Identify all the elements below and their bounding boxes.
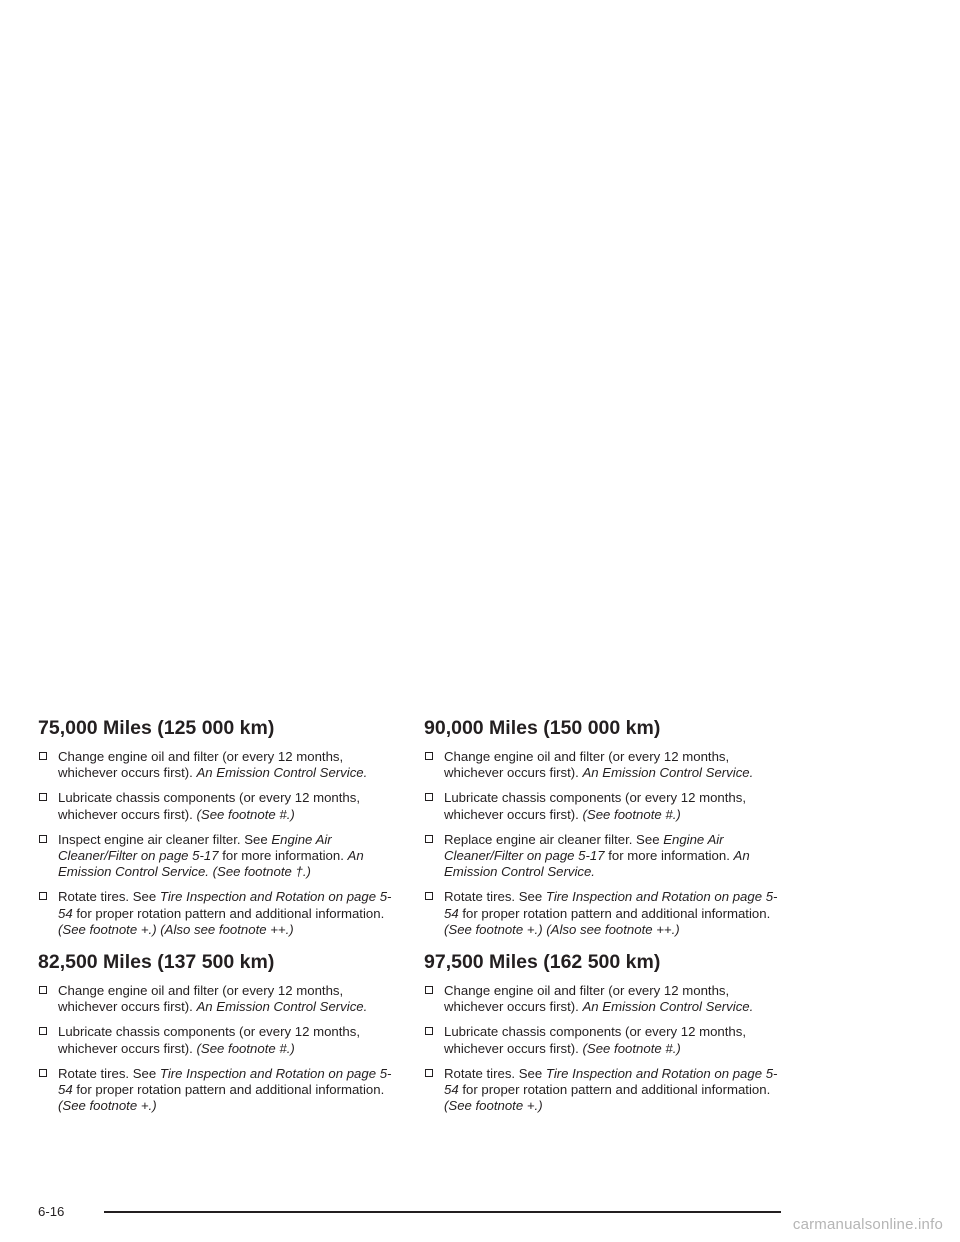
checkbox-icon [39,892,47,900]
list-item: Rotate tires. See Tire Inspection and Rotation on page 5-54 for proper rotation pattern and additional information. (See footnote +.) (Also see footnote ++.) [38,889,398,938]
maintenance-section-90000 [424,716,784,938]
checkbox-icon [425,892,433,900]
cross-reference-link: Tire Inspection and Rotation on page 5-54 [444,889,778,921]
checkbox-icon [39,793,47,801]
list-item: Lubricate chassis components (or every 12 months, whichever occurs first). (See footnote #.) [38,790,398,822]
list-item: Replace engine air cleaner filter. See Engine Air Cleaner/Filter on page 5-17 for more information. An Emission Control Service. [424,832,784,881]
cross-reference-link: Engine Air Cleaner/Filter on page 5-17 [444,831,724,864]
list-item: Change engine oil and filter (or every 12 months, whichever occurs first). An Emission Control Service. [38,983,398,1015]
page-number: 6-16 [38,1204,65,1219]
checkbox-icon [425,986,433,994]
checkbox-icon [39,835,47,843]
checkbox-icon [425,752,433,760]
list-item: Rotate tires. See Tire Inspection and Rotation on page 5-54 for proper rotation pattern and additional information. (See footnote +.) [424,1066,784,1115]
list-item: Lubricate chassis components (or every 12 months, whichever occurs first). (See footnote #.) [38,1024,398,1056]
list-item: Rotate tires. See Tire Inspection and Rotation on page 5-54 for proper rotation pattern and additional information. (See footnote +.) (Also see footnote ++.) [424,889,784,938]
list-item: Change engine oil and filter (or every 12 months, whichever occurs first). An Emission Control Service. [424,983,784,1015]
section-title: 75,000 Miles (125 000 km) [38,717,275,739]
checkbox-icon [425,835,433,843]
list-item: Rotate tires. See Tire Inspection and Rotation on page 5-54 for proper rotation pattern and additional information. (See footnote +.) [38,1066,398,1115]
checkbox-icon [425,793,433,801]
watermark-text: carmanualsonline.info [792,1216,943,1233]
list-item: Lubricate chassis components (or every 12 months, whichever occurs first). (See footnote #.) [424,1024,784,1056]
checkbox-icon [39,752,47,760]
cross-reference-link: Tire Inspection and Rotation on page 5-54 [58,889,392,921]
cross-reference-link: Engine Air Cleaner/Filter on page 5-17 [58,831,332,864]
list-item: Change engine oil and filter (or every 12 months, whichever occurs first). An Emission Control Service. [38,749,398,781]
right-column [424,716,784,1123]
checkbox-icon [39,986,47,994]
section-title: 90,000 Miles (150 000 km) [424,717,661,739]
list-item: Inspect engine air cleaner filter. See Engine Air Cleaner/Filter on page 5-17 for more information. An Emission Control Service. (See footnote †.) [38,832,398,881]
cross-reference-link: Tire Inspection and Rotation on page 5-54 [58,1065,392,1098]
checkbox-icon [425,1069,433,1077]
cross-reference-link: Tire Inspection and Rotation on page 5-54 [444,1065,778,1098]
checkbox-icon [39,1027,47,1035]
section-title: 82,500 Miles (137 500 km) [38,951,275,974]
checkbox-icon [39,1069,47,1077]
left-column [38,716,398,1123]
maintenance-section-82500 [38,950,398,1114]
list-item: Lubricate chassis components (or every 12 months, whichever occurs first). (See footnote #.) [424,790,784,822]
list-item: Change engine oil and filter (or every 12 months, whichever occurs first). An Emission Control Service. [424,749,784,781]
checkbox-icon [425,1027,433,1035]
section-title: 97,500 Miles (162 500 km) [424,951,661,974]
maintenance-section-97500 [424,950,784,1114]
maintenance-section-75000 [38,716,398,938]
footer-divider [104,1211,781,1213]
